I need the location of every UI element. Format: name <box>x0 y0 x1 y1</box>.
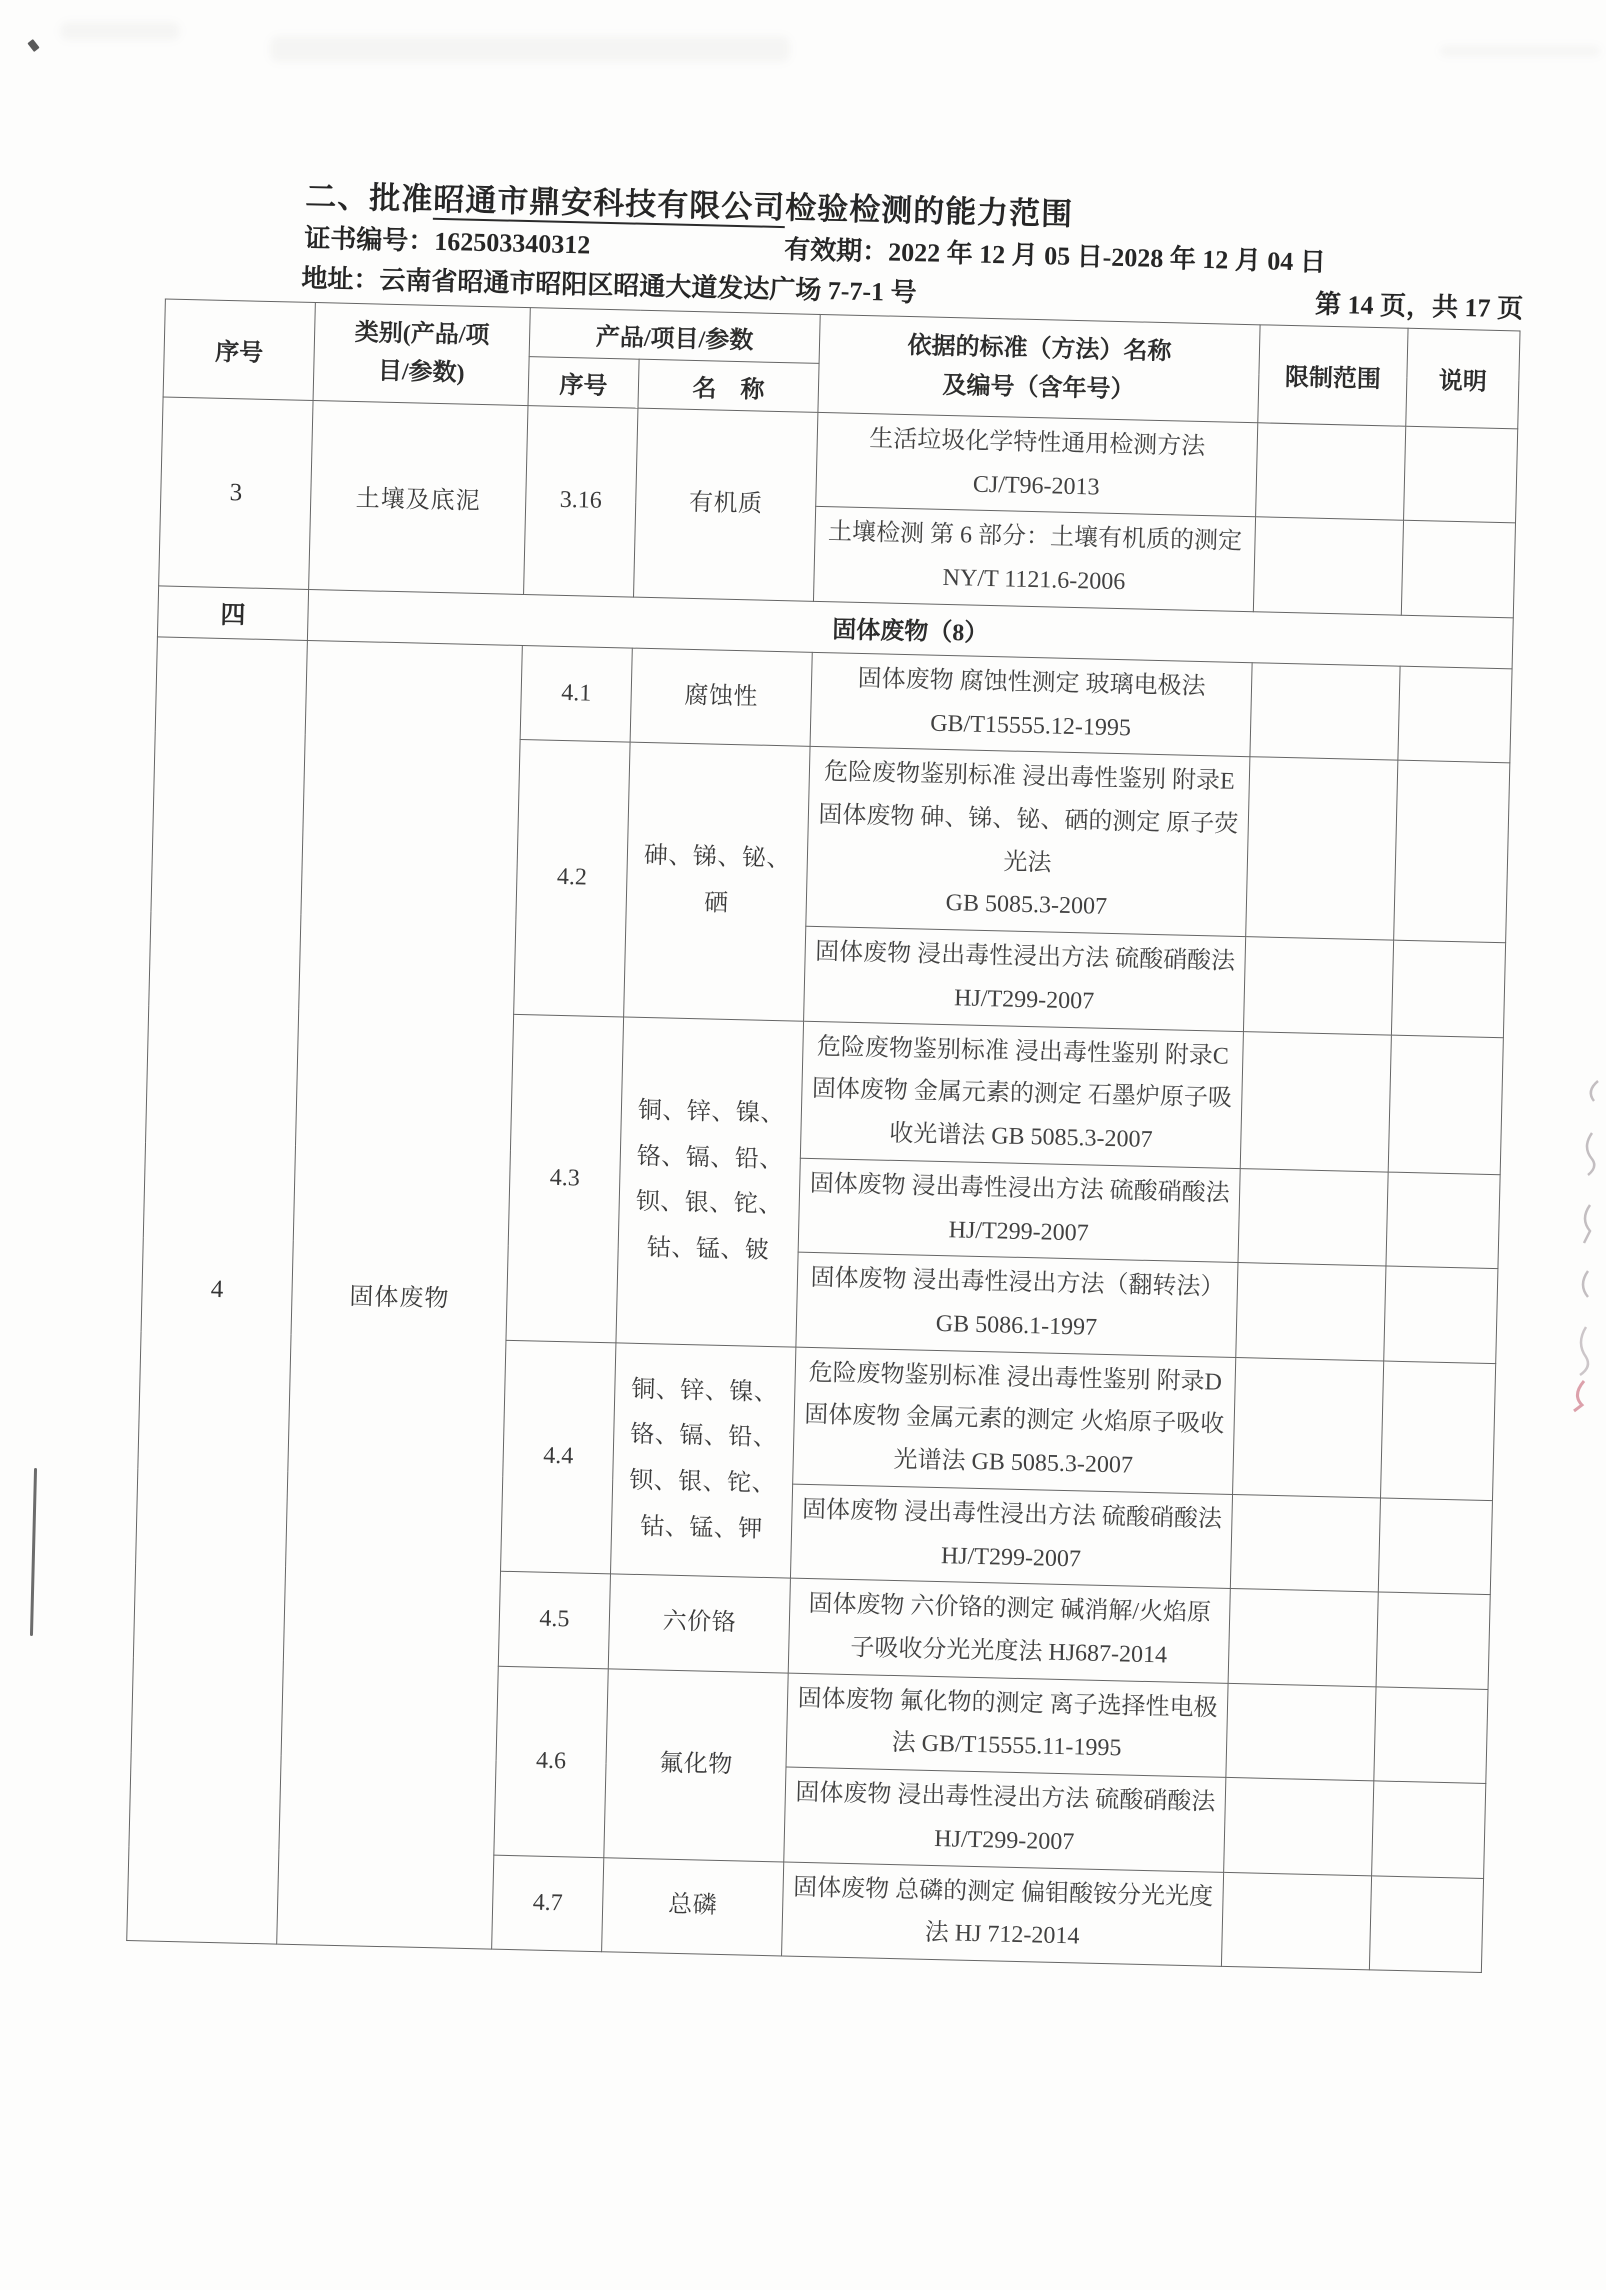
page-number-info: 第 14 页，共 17 页 <box>1314 289 1524 324</box>
table-body <box>127 397 1518 1972</box>
item-no-cell: 4.2 <box>514 740 630 1017</box>
title-suffix: 检验检测的能力范围 <box>784 190 1074 232</box>
standard-text: 固体废物 六价铬的测定 碱消解/火焰原子吸收分光光度法 HJ687-2014 <box>808 1591 1212 1669</box>
standard-code-line: GB/T15555.12-1995 <box>929 710 1132 741</box>
note-cell <box>1394 760 1510 942</box>
restriction-cell <box>1253 517 1403 615</box>
restriction-cell <box>1238 1168 1388 1266</box>
standard-cell <box>786 1673 1228 1778</box>
standard-cell <box>810 652 1252 757</box>
col-header-sub-seq: 序号 <box>528 357 639 409</box>
standard-cell <box>800 1021 1243 1168</box>
standard-text: 固体废物 氟化物的测定 离子选择性电极法 GB/T15555.11-1995 <box>797 1685 1218 1762</box>
standard-cell <box>796 1252 1238 1357</box>
col-header-sub-name: 名 称 <box>638 359 819 412</box>
standard-cell <box>804 926 1246 1031</box>
scan-smudge <box>60 22 180 40</box>
standard-text <box>820 657 1242 752</box>
standard-cell <box>784 1767 1226 1872</box>
standard-code-line: GB 5086.1-1997 <box>935 1310 1098 1341</box>
restriction-cell <box>1256 423 1406 521</box>
col-header-standard: 依据的标准（方法）名称 及编号（含年号） <box>818 314 1260 422</box>
item-no-cell: 4.4 <box>501 1340 616 1574</box>
restriction-cell <box>1240 1031 1391 1172</box>
item-name-cell <box>616 1017 804 1347</box>
restriction-cell <box>1236 1263 1386 1361</box>
seq-cell: 3 <box>159 397 313 589</box>
standard-name-line: 固体废物 浸出毒性浸出方法（翻转法） <box>810 1265 1225 1301</box>
item-name-text: 砷、锑、铋、硒 <box>643 843 792 917</box>
standard-text: 固体废物 浸出毒性浸出方法 硫酸硝酸法 HJ/T299-2007 <box>809 1170 1230 1247</box>
standard-name-line: 生活垃圾化学特性通用检测方法 <box>868 426 1206 461</box>
restriction-cell <box>1233 1357 1384 1498</box>
item-no-cell: 4.7 <box>492 1855 604 1952</box>
standard-text: 固体废物 浸出毒性浸出方法 硫酸硝酸法 HJ/T299-2007 <box>795 1779 1216 1856</box>
standard-cell <box>793 1347 1236 1494</box>
item-no-cell: 4.1 <box>520 645 632 742</box>
standard-cell <box>806 747 1250 937</box>
note-cell <box>1381 1361 1496 1501</box>
margin-scribble-decoration <box>1568 1075 1606 1415</box>
standard-cell <box>813 507 1255 612</box>
item-name-text: 六价铬 <box>662 1608 737 1637</box>
standard-name-line: 土壤检测 第 6 部分：土壤有机质的测定 <box>827 519 1243 556</box>
standard-text: 危险废物鉴别标准 浸出毒性鉴别 附录D 固体废物 金属元素的测定 火焰原子吸收光谱法 GB 5085.3-2007 <box>803 1359 1225 1479</box>
col-header-category: 类别(产品/项目/参数) <box>313 303 530 406</box>
validity-period: 有效期：2022 年 12 月 05 日-2028 年 12 月 04 日 <box>783 235 1327 277</box>
restriction-cell <box>1250 663 1400 761</box>
title-company-name: 昭通市鼎安科技有限公司 <box>433 182 786 228</box>
standard-text: 固体废物 总磷的测定 偏钼酸铵分光光度法 HJ 712-2014 <box>792 1874 1214 1950</box>
standard-cell <box>782 1862 1224 1967</box>
standard-text <box>824 512 1246 607</box>
restriction-cell <box>1230 1494 1380 1592</box>
note-cell <box>1404 426 1518 523</box>
standard-text: 危险废物鉴别标准 浸出毒性鉴别 附录C 固体废物 金属元素的测定 石墨炉原子吸收光谱法 GB 5085.3-2007 <box>811 1033 1233 1154</box>
item-name-cell <box>610 1343 795 1579</box>
restriction-cell <box>1243 937 1393 1035</box>
standard-code-line: GB 5085.3-2007 <box>945 890 1108 921</box>
standard-cell <box>790 1484 1232 1589</box>
item-name-cell <box>602 1857 784 1956</box>
note-cell <box>1376 1592 1490 1689</box>
title-prefix: 二、批准 <box>304 178 434 217</box>
section-title-cell: 固体废物（8） <box>307 589 1513 668</box>
scan-smudge <box>270 36 790 62</box>
standard-code-line: NY/T 1121.6-2006 <box>942 565 1126 596</box>
standard-name-line: 固体废物 腐蚀性测定 玻璃电极法 <box>857 665 1206 700</box>
restriction-cell <box>1228 1589 1378 1687</box>
standard-text: 固体废物 浸出毒性浸出方法 硫酸硝酸法 HJ/T299-2007 <box>801 1496 1223 1572</box>
category-cell: 土壤及底泥 <box>309 401 528 595</box>
item-no-cell: 4.6 <box>494 1666 608 1857</box>
item-name-cell <box>630 648 812 747</box>
standard-cell <box>798 1158 1240 1263</box>
note-cell <box>1369 1875 1483 1972</box>
item-name-text: 有机质 <box>688 490 763 518</box>
standard-code-line: CJ/T96-2013 <box>972 471 1100 501</box>
note-cell <box>1398 666 1512 763</box>
restriction-cell <box>1226 1683 1376 1781</box>
col-header-product-group: 产品/项目/参数 <box>529 308 820 364</box>
item-name-cell <box>604 1669 788 1862</box>
item-name-text: 铜、锌、镍、铬、镉、铅、钡、银、铊、钴、锰、钾 <box>628 1376 779 1543</box>
note-cell <box>1388 1035 1503 1175</box>
standard-text: 固体废物 浸出毒性浸出方法 硫酸硝酸法 HJ/T299-2007 <box>814 939 1236 1015</box>
col-header-restriction: 限制范围 <box>1258 325 1408 426</box>
standard-text <box>816 751 1240 932</box>
standard-cell <box>788 1578 1230 1683</box>
note-cell <box>1378 1498 1492 1595</box>
address: 地址：云南省昭通市昭阳区昭通大道发达广场 7-7-1 号 <box>301 263 917 308</box>
item-name-text: 氟化物 <box>658 1750 734 1779</box>
note-cell <box>1384 1266 1498 1363</box>
item-no-cell: 4.5 <box>498 1572 610 1669</box>
item-no-cell: 4.3 <box>506 1014 624 1343</box>
note-cell <box>1391 940 1505 1037</box>
certificate-number: 证书编号：162503340312 <box>304 223 591 260</box>
note-cell <box>1374 1687 1488 1784</box>
note-cell <box>1401 521 1515 618</box>
section-seq-cell: 四 <box>157 586 308 641</box>
restriction-cell <box>1246 757 1398 940</box>
item-name-text: 铜、锌、镍、铬、镉、铅、钡、银、铊、钴、锰、铍 <box>635 1097 786 1264</box>
capability-table <box>126 298 1520 1972</box>
category-cell: 固体废物 <box>277 640 523 1949</box>
item-name-text: 腐蚀性 <box>684 682 759 711</box>
item-name-cell <box>608 1574 790 1673</box>
standard-text <box>826 417 1248 512</box>
standard-name-line: 危险废物鉴别标准 浸出毒性鉴别 附录E 固体废物 砷、锑、铋、硒的测定 原子荧光法 <box>818 759 1239 877</box>
note-cell <box>1372 1781 1486 1878</box>
ink-speck-decoration <box>27 39 39 52</box>
item-name-cell <box>634 408 818 601</box>
standard-cell <box>816 412 1258 517</box>
item-no-cell: 3.16 <box>524 406 638 597</box>
scan-smudge <box>1440 46 1600 56</box>
document-content <box>126 168 1527 1974</box>
pen-mark-decoration <box>30 1468 37 1636</box>
col-header-note: 说明 <box>1406 328 1520 429</box>
item-name-text: 总磷 <box>667 1892 718 1920</box>
seq-cell: 4 <box>127 637 308 1944</box>
col-header-seq: 序号 <box>163 299 315 401</box>
restriction-cell <box>1221 1872 1371 1970</box>
restriction-cell <box>1224 1778 1374 1876</box>
standard-text <box>806 1257 1228 1352</box>
note-cell <box>1386 1172 1500 1269</box>
item-name-cell <box>624 742 810 1020</box>
